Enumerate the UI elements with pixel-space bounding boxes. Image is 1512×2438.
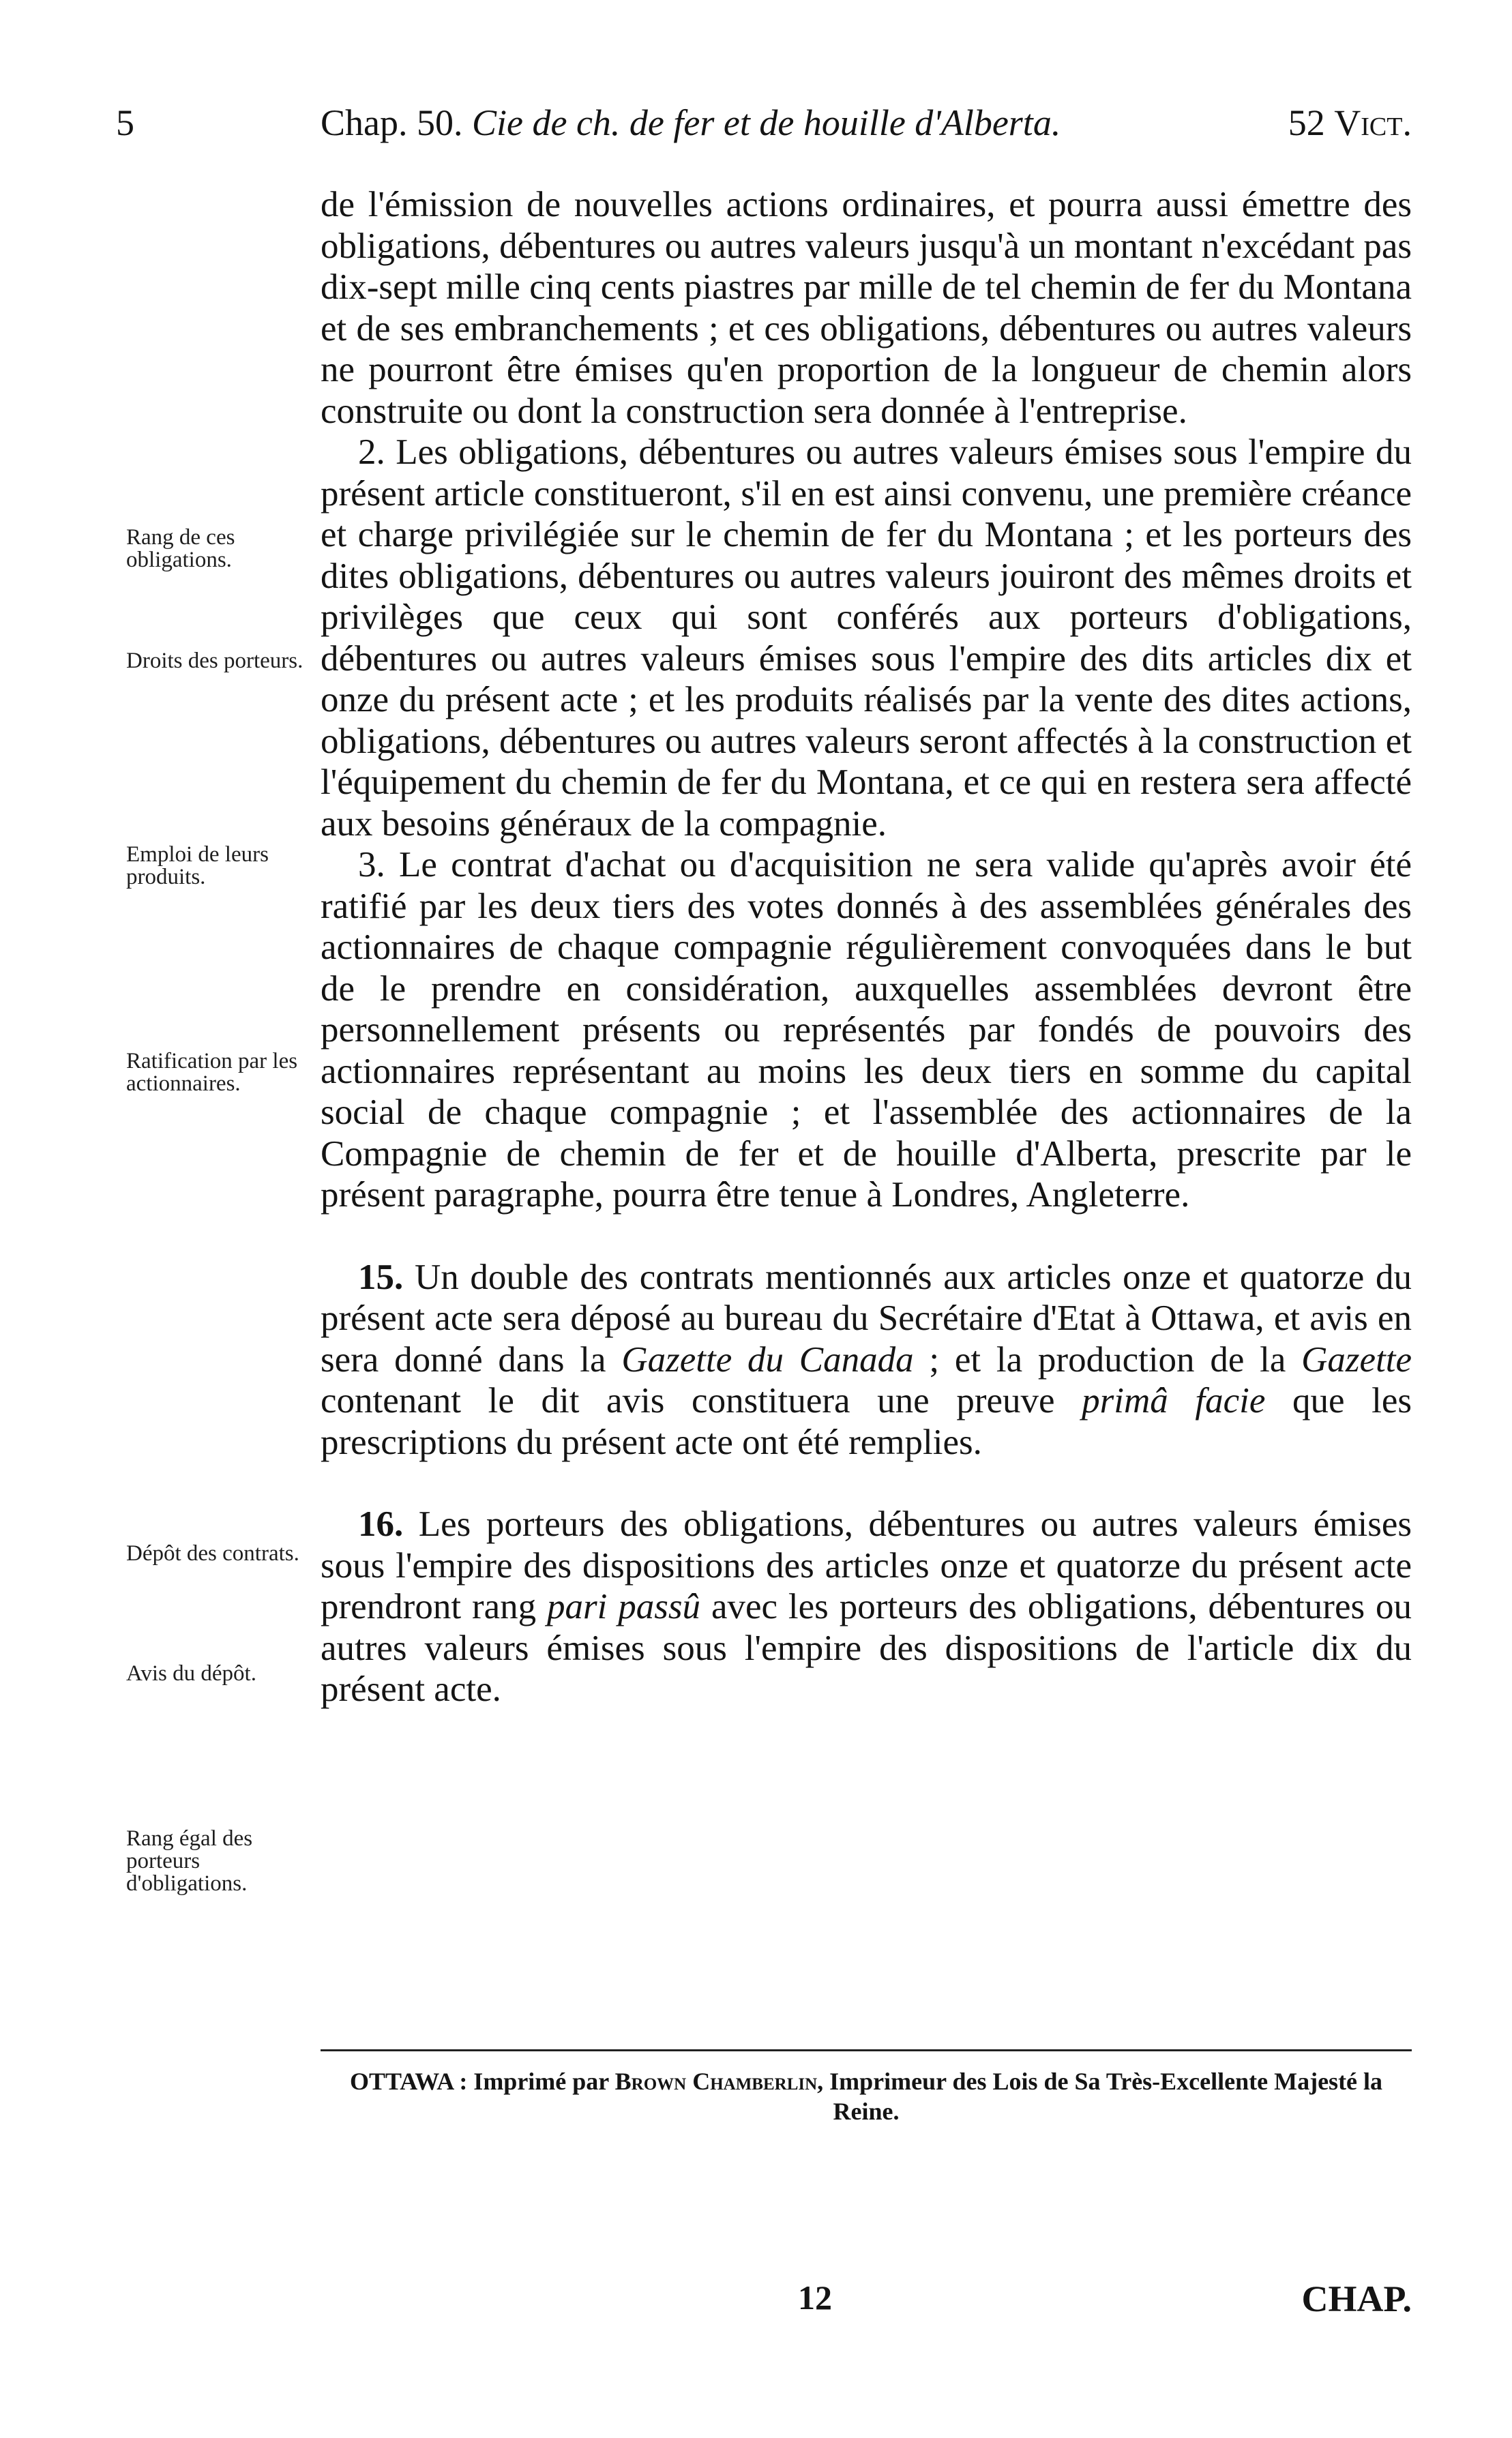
margin-note-droits: Droits des porteurs. [126, 649, 303, 673]
section-15-gazette: Gazette du Canada [621, 1339, 914, 1380]
header-session [1288, 95, 1412, 150]
section-16-number: 16. [358, 1504, 404, 1544]
catchword: CHAP. [1301, 2278, 1412, 2319]
header-session-label: Vict. [1334, 102, 1412, 143]
imprint-printer: Brown Chamberlin [614, 2068, 818, 2095]
header-chapter: Chap. 50. [321, 102, 463, 143]
section-16-text-a: Les porteurs des obligations, débentures ou autres valeurs émises sous l'empire des dispositions des articles onze et quatorze du présent acte prendront rang [321, 1504, 1412, 1626]
imprint [321, 2066, 1412, 2126]
paragraph-continuation: de l'émission de nouvelles actions ordinaires, et pourra aussi émettre des obligations, débentures ou autres valeurs jusqu'à un montant n'excédant pas dix-sept mille cinq cents piastres par mille de tel chemin de fer du Montana et de ses embranchements ; et ces obligations, débentures ou autres valeurs ne pourront être émises qu'en proportion de la longueur de chemin alors construite ou dont la construction sera donnée à l'entreprise. [321, 185, 1412, 431]
signature-number: 12 [798, 2278, 832, 2317]
section-15-text-b: ; et la production de la [929, 1339, 1286, 1380]
section-15-number: 15. [358, 1257, 404, 1297]
section-15-text-a: Un double des contrats mentionnés aux articles onze et quatorze du présent acte sera déposé au bureau du Secrétaire d'Etat à Ottawa, et avis en sera donné dans la [321, 1257, 1412, 1380]
margin-note-ratification: Ratification par les actionnaires. [126, 1049, 298, 1096]
margin-note-rang-egal: Rang égal des porteurs d'obligations. [126, 1826, 253, 1896]
section-15-text-d: que les prescriptions du présent acte ont été remplies. [321, 1381, 1412, 1462]
section-15-prima-facie: primâ facie [1082, 1381, 1266, 1421]
subsection-3: 3. Le contrat d'achat ou d'acquisition ne sera valide qu'après avoir été ratifié par les deux tiers des votes donnés à des assemblées générales des actionnaires de chaque compagnie régulièrement convoquées dans le but de le prendre en considération, auxquelles assemblées devront être personnellement présents ou représentés par fondés de pouvoirs des actionnaires représentant au moins les deux tiers en somme du capital social de chaque compagnie ; et l'assemblée des actionnaires de la Compagnie de chemin de fer et de houille d'Alberta, prescrite par le présent paragraphe, pourra être tenue à Londres, Angleterre. [321, 845, 1412, 1215]
section-16-text-b: avec les porteurs des obligations, débentures ou autres valeurs émises sous l'empire des dispositions de l'article dix du présent acte. [321, 1587, 1412, 1709]
imprint-text-b: , Imprimeur des Lois de Sa Très-Excellente Majesté la Reine. [817, 2068, 1383, 2125]
header-page-number: 5 [116, 102, 134, 143]
section-16 [321, 1504, 1412, 1710]
section-15 [321, 1257, 1412, 1463]
section-16-pari-passu: pari passû [547, 1587, 701, 1626]
margin-note-depot: Dépôt des contrats. [126, 1541, 299, 1566]
margin-note-rang: Rang de ces obligations. [126, 525, 235, 572]
section-15-gazette-2: Gazette [1301, 1339, 1412, 1380]
section-15-text-c: contenant le dit avis constituera une preuve [321, 1381, 1055, 1421]
header-act-title: Cie de ch. de fer et de houille d'Alberta. [472, 102, 1061, 143]
margin-note-avis: Avis du dépôt. [126, 1661, 256, 1686]
margin-note-emploi: Emploi de leurs produits. [126, 842, 269, 889]
subsection-2: 2. Les obligations, débentures ou autres valeurs émises sous l'empire du présent article constitueront, s'il en est ainsi convenu, une première créance et charge privilégiée sur le chemin de fer du Montana ; et les porteurs des dites obligations, débentures ou autres valeurs jouiront des mêmes droits et privilèges que ceux qui sont conférés aux porteurs d'obligations, débentures ou autres valeurs émises sous l'empire des dits articles dix et onze du présent acte ; et les produits réalisés par la vente des dites actions, obligations, débentures ou autres valeurs seront affectés à la construction et l'équipement du chemin de fer du Montana, et ce qui en restera sera affecté aux besoins généraux de la compagnie. [321, 432, 1412, 844]
header-title [321, 95, 1061, 150]
footer-rule [321, 2049, 1412, 2051]
body-text [321, 184, 1412, 1710]
header-session-number: 52 [1288, 102, 1325, 143]
running-header [116, 95, 1412, 150]
imprint-text-a: OTTAWA : Imprimé par [349, 2068, 609, 2095]
